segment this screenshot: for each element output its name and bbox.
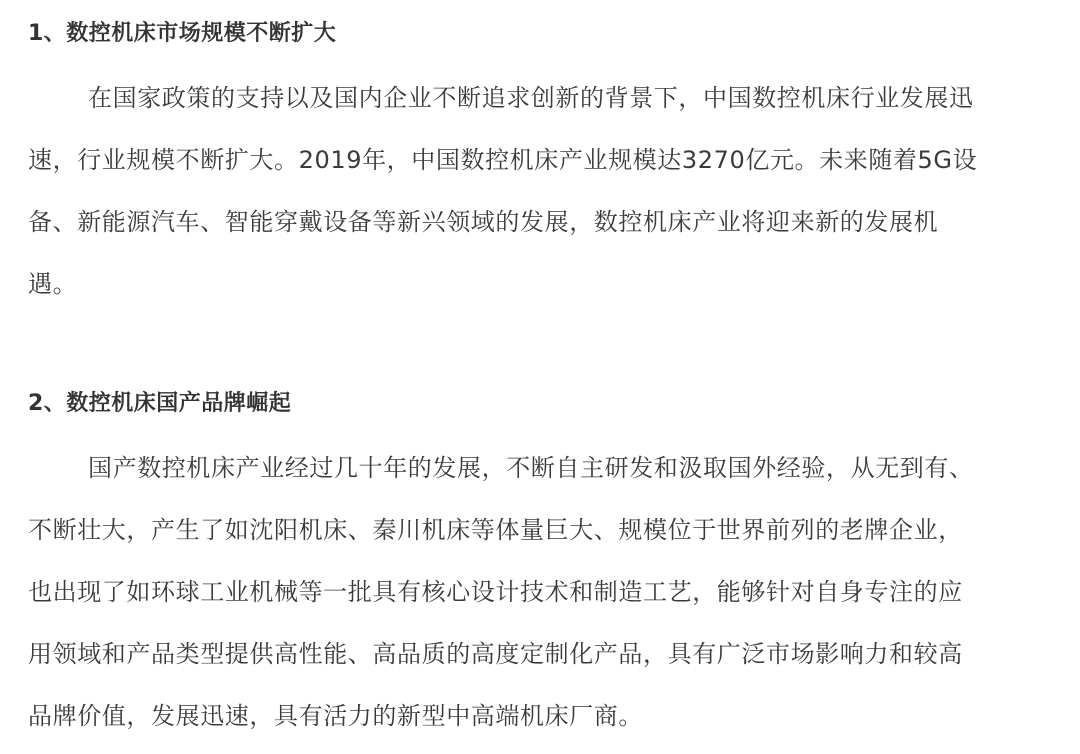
paragraph-2-line-5: 品牌价值，发展迅速，具有活力的新型中高端机床厂商。 (28, 702, 643, 730)
paragraph-1-line-1: 在国家政策的支持以及国内企业不断追求创新的背景下，中国数控机床行业发展迅 (88, 84, 974, 112)
paragraph-2-line-1: 国产数控机床产业经过几十年的发展，不断自主研发和汲取国外经验，从无到有、 (88, 454, 974, 482)
section-heading-2: 2、数控机床国产品牌崛起 (28, 391, 292, 416)
paragraph-1-line-3: 备、新能源汽车、智能穿戴设备等新兴领域的发展，数控机床产业将迎来新的发展机 (28, 208, 939, 236)
paragraph-2-line-3: 也出现了如环球工业机械等一批具有核心设计技术和制造工艺，能够针对自身专注的应 (28, 578, 963, 606)
paragraph-2-line-4: 用领域和产品类型提供高性能、高品质的高度定制化产品，具有广泛市场影响力和较高 (28, 640, 963, 668)
section-heading-1: 1、数控机床市场规模不断扩大 (28, 21, 337, 46)
paragraph-1-line-2: 速，行业规模不断扩大。2019年，中国数控机床产业规模达3270亿元。未来随着5G设 (28, 146, 978, 174)
paragraph-1-line-4: 遇。 (28, 270, 78, 298)
paragraph-2-line-2: 不断壮大，产生了如沈阳机床、秦川机床等体量巨大、规模位于世界前列的老牌企业， (28, 516, 963, 544)
